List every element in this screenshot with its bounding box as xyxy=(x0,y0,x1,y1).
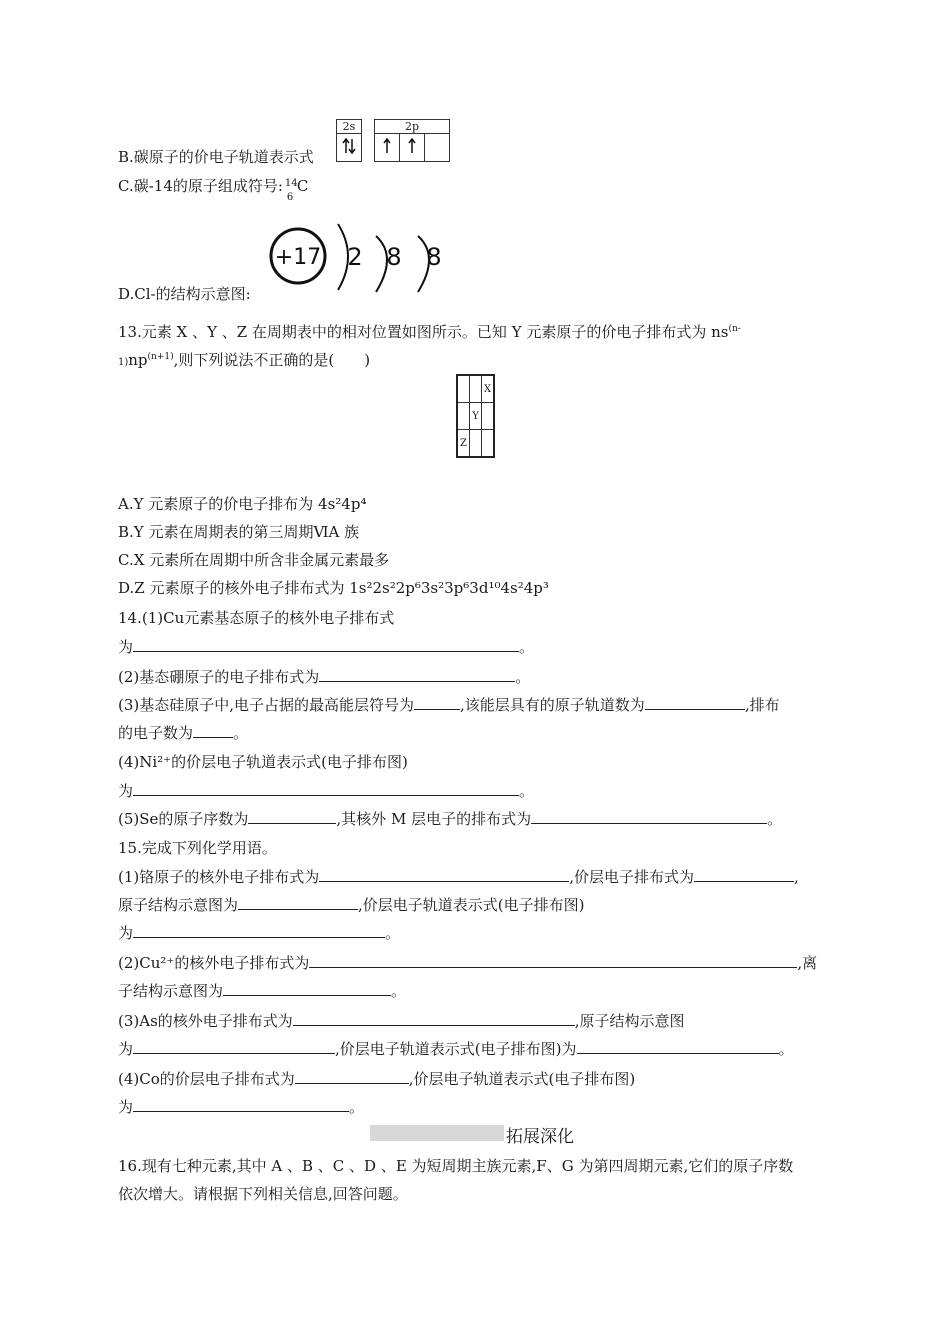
q15-part3-line2: 为 ,价层电子轨道表示式(电子排布图)为 。 xyxy=(118,1040,794,1058)
shell-1-electrons: 2 xyxy=(347,243,363,271)
q15-title: 15.完成下列化学用语。 xyxy=(118,839,277,857)
answer-blank[interactable] xyxy=(193,722,233,738)
chloride-structure-diagram xyxy=(268,218,448,298)
q14-part1-line1: 14.(1)Cu元素基态原子的核外电子排布式 xyxy=(118,609,395,627)
atomic-number: 6 xyxy=(286,192,294,203)
answer-blank[interactable] xyxy=(248,808,336,824)
answer-blank[interactable] xyxy=(577,1038,779,1054)
orbital-2p-box-3 xyxy=(425,134,450,162)
q13-option-b: B.Y 元素在周期表的第三周期ⅥA 族 xyxy=(118,523,360,541)
mass-number: 14 xyxy=(284,178,298,189)
shell-3-electrons: 8 xyxy=(426,243,442,271)
q15-part2-line1: (2)Cu²⁺的核外电子排布式为 ,离 xyxy=(118,954,818,972)
q14-part3-line1: (3)基态硅原子中,电子占据的最高能层符号为 ,该能层具有的原子轨道数为 ,排布 xyxy=(118,696,780,714)
section-title: 拓展深化 xyxy=(506,1127,574,1147)
q15-part4-line2: 为 。 xyxy=(118,1098,365,1116)
q13-option-c: C.X 元素所在周期中所含非金属元素最多 xyxy=(118,551,390,569)
option-c-text: C.碳-14的原子组成符号: xyxy=(118,177,283,195)
q14-part4-line1: (4)Ni²⁺的价层电子轨道表示式(电子排布图) xyxy=(118,753,408,771)
orbital-2s-box xyxy=(337,134,362,162)
q13-option-d: D.Z 元素原子的核外电子排布式为 1s²2s²2p⁶3s²3p⁶3d¹⁰4s²4p³ xyxy=(118,579,549,597)
q16-stem-line2: 依次增大。请根据下列相关信息,回答问题。 xyxy=(118,1185,408,1203)
answer-blank[interactable] xyxy=(293,1010,575,1026)
up-arrow-icon xyxy=(402,136,422,156)
answer-blank[interactable] xyxy=(645,694,745,710)
q15-part2-line2: 子结构示意图为 。 xyxy=(118,982,407,1000)
q15-part3-line1: (3)As的核外电子排布式为 ,原子结构示意图 xyxy=(118,1012,685,1030)
answer-blank[interactable] xyxy=(223,980,391,996)
answer-blank[interactable] xyxy=(309,952,797,968)
answer-blank[interactable] xyxy=(133,780,519,796)
orbital-2p-label: 2p xyxy=(375,120,450,134)
option-b-text: B.碳原子的价电子轨道表示式 xyxy=(118,148,314,166)
q15-part1-line3: 为 。 xyxy=(118,924,401,942)
q13-stem-line1: 13.元素 X 、Y 、Z 在周期表中的相对位置如图所示。已知 Y 元素原子的价电子排布式为 $ns^{(n-}$ xyxy=(118,323,741,341)
option-d-text: D.Cl-的结构示意图: xyxy=(118,285,251,303)
option-c xyxy=(118,176,309,203)
q15-part4-line1: (4)Co的价层电子排布式为 ,价层电子轨道表示式(电子排布图) xyxy=(118,1070,636,1088)
cell-y: Y xyxy=(470,403,482,430)
answer-blank[interactable] xyxy=(414,694,460,710)
q14-part5: (5)Se的原子序数为 ,其核外 M 层电子的排布式为 。 xyxy=(118,810,783,828)
shell-2-electrons: 8 xyxy=(386,243,402,271)
element-symbol: C xyxy=(296,177,309,195)
answer-blank[interactable] xyxy=(319,866,569,882)
answer-blank[interactable] xyxy=(295,1068,409,1084)
orbital-2s-label: 2s xyxy=(337,120,362,134)
orbital-2p-box-1 xyxy=(375,134,400,162)
paired-arrows-icon xyxy=(339,136,359,156)
q13-option-a: A.Y 元素原子的价电子排布为 4s²4p⁴ xyxy=(118,495,367,513)
answer-blank[interactable] xyxy=(694,866,794,882)
q13-stem-line2: $1)np^{(n+1)}$,则下列说法不正确的是( ) xyxy=(118,351,371,369)
q14-part3-line2: 的电子数为 。 xyxy=(118,724,249,742)
cell-x: X xyxy=(482,375,495,403)
option-d xyxy=(118,284,251,304)
carbon-orbital-diagram xyxy=(336,119,450,162)
q14-part2: (2)基态硼原子的电子排布式为 。 xyxy=(118,668,531,686)
q14-part4-line2: 为 。 xyxy=(118,782,535,800)
orbital-2p-box-2 xyxy=(400,134,425,162)
answer-blank[interactable] xyxy=(133,1038,335,1054)
periodic-table-fragment xyxy=(456,374,495,458)
answer-blank[interactable] xyxy=(133,922,385,938)
cell-z: Z xyxy=(457,430,470,458)
answer-blank[interactable] xyxy=(319,666,515,682)
answer-blank[interactable] xyxy=(531,808,767,824)
nucleus-charge: +17 xyxy=(274,245,322,270)
section-banner xyxy=(370,1125,504,1141)
q15-part1-line2: 原子结构示意图为 ,价层电子轨道表示式(电子排布图) xyxy=(118,896,585,914)
up-arrow-icon xyxy=(377,136,397,156)
q15-part1-line1: (1)铬原子的核外电子排布式为 ,价层电子排布式为 , xyxy=(118,868,799,886)
answer-blank[interactable] xyxy=(133,636,519,652)
q14-part1-line2: 为 。 xyxy=(118,638,535,656)
answer-blank[interactable] xyxy=(133,1096,349,1112)
q16-stem-line1: 16.现有七种元素,其中 A 、B 、C 、D 、E 为短周期主族元素,F、G 为第四周期元素,它们的原子序数 xyxy=(118,1157,794,1175)
option-b xyxy=(118,147,314,167)
answer-blank[interactable] xyxy=(238,894,358,910)
